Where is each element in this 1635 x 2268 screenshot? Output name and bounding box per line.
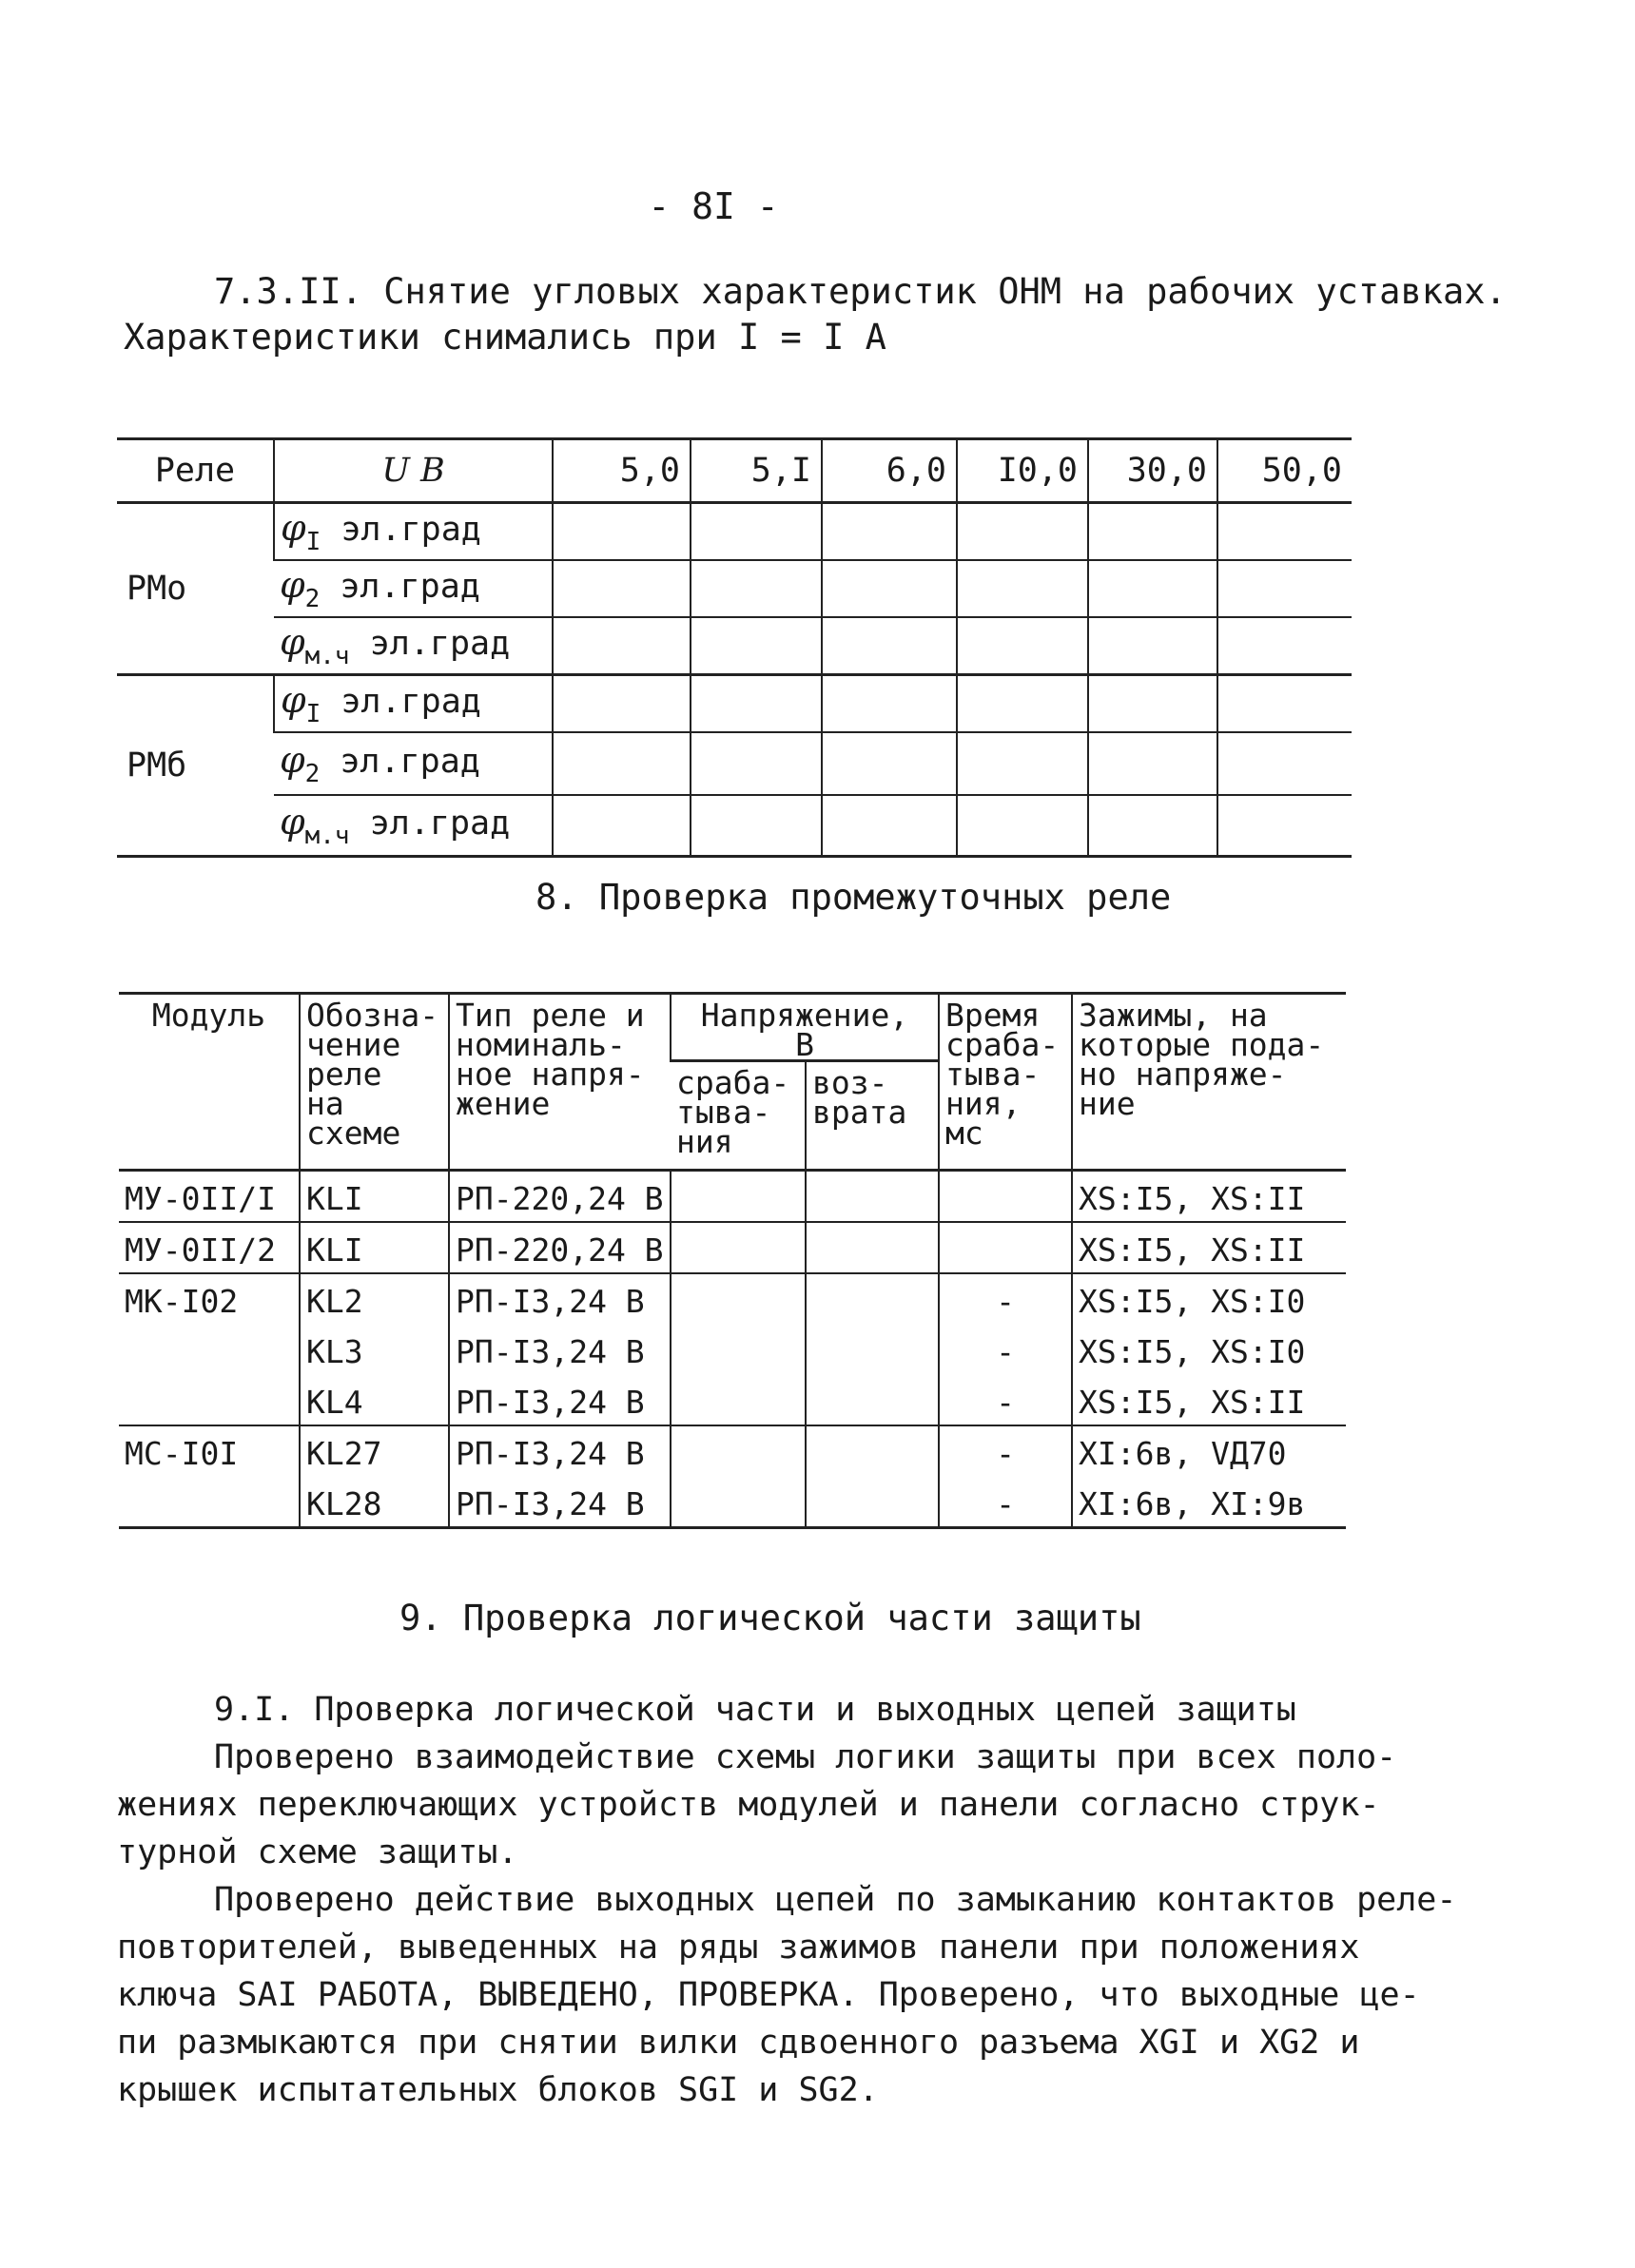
para1-line: жениях переключающих устройств модулей и панели согласно струк-	[117, 1786, 1380, 1824]
table1-row	[117, 503, 1352, 561]
cell-terminals: XS:I5, XS:II	[1072, 1222, 1346, 1273]
param-cell	[274, 560, 553, 617]
para1-line: турной схеме защиты.	[117, 1833, 518, 1871]
cell-terminals: XI:6в, VД70	[1072, 1425, 1346, 1477]
table1-header-row	[117, 439, 1352, 503]
cell-terminals: XS:I5, XS:II	[1072, 1375, 1346, 1426]
table-row	[119, 1273, 1346, 1325]
table1-row	[117, 675, 1352, 733]
cell-designation: КLI	[300, 1222, 449, 1273]
phi-symbol: φ	[281, 507, 306, 549]
cell-type: РП-I3,24 В	[449, 1273, 671, 1325]
cell-module: МУ-0II/I	[119, 1171, 300, 1223]
param-unit: эл.град	[369, 804, 511, 843]
cell-pickup	[671, 1171, 806, 1223]
cell-return	[806, 1171, 939, 1223]
angular-characteristics-table	[117, 437, 1352, 858]
para2-line: крышек испытательных блоков SGI и SG2.	[117, 2071, 879, 2109]
table1-row	[117, 795, 1352, 856]
header-value: 30,0	[1088, 439, 1217, 503]
section-8-title: 8. Проверка промежуточных реле	[535, 877, 1172, 918]
cell-type: РП-I3,24 В	[449, 1325, 671, 1375]
section-9-1-title: 9.I. Проверка логической части и выходных цепей защиты	[214, 1691, 1296, 1729]
phi-symbol: φ	[280, 800, 305, 843]
cell-pickup	[671, 1273, 806, 1325]
header-relay-type: Тип реле и номиналь- ное напря- жение	[449, 994, 671, 1171]
section-7-3-11-subtitle: Характеристики снимались при I = I А	[124, 317, 886, 358]
cell-module: МС-I0I	[125, 1434, 239, 1472]
header-value: 5,0	[553, 439, 691, 503]
header-time: Время сраба- тыва- ния, мс	[939, 994, 1072, 1171]
header-return: воз- врата	[806, 1061, 939, 1171]
cell-type: РП-220,24 В	[449, 1171, 671, 1223]
cell-pickup	[671, 1477, 806, 1528]
cell-terminals: XI:6в, XI:9в	[1072, 1477, 1346, 1528]
relay-name: РМб	[117, 675, 274, 857]
cell-pickup	[671, 1425, 806, 1477]
table-row	[119, 1171, 1346, 1223]
cell-designation: КL4	[300, 1375, 449, 1426]
phi-symbol: φ	[280, 621, 305, 663]
para2-line: ключа SAI РАБОТА, ВЫВЕДЕНО, ПРОВЕРКА. Проверено, что выходные це-	[117, 1976, 1420, 2014]
cell-designation: КL2	[300, 1273, 449, 1325]
param-cell	[274, 795, 553, 856]
table-row	[119, 1425, 1346, 1477]
header-terminals: Зажимы, на которые пода- но напряже- ние	[1072, 994, 1346, 1171]
cell-time	[939, 1171, 1072, 1223]
param-subscript: 2	[304, 585, 321, 613]
table2-header-row	[119, 994, 1346, 1061]
header-voltage-label: U В	[381, 452, 445, 490]
param-cell	[274, 617, 553, 675]
param-cell	[274, 503, 553, 561]
param-cell	[274, 675, 553, 733]
param-unit: эл.град	[341, 683, 481, 721]
phi-symbol: φ	[280, 739, 305, 781]
cell-return	[806, 1222, 939, 1273]
param-subscript: м.ч	[304, 642, 350, 670]
section-9-title: 9. Проверка логической части защиты	[399, 1598, 1141, 1638]
cell-module	[119, 1325, 300, 1375]
cell-time: -	[939, 1477, 1072, 1528]
cell-terminals: XS:I5, XS:I0	[1072, 1325, 1346, 1375]
relay-name: РМо	[117, 503, 274, 675]
param-unit: эл.град	[340, 743, 480, 781]
table1-row	[117, 560, 1352, 617]
para2-line: повторителей, выведенных на ряды зажимов панели при положениях	[117, 1929, 1360, 1967]
cell-terminals: XS:I5, XS:II	[1072, 1171, 1346, 1223]
param-subscript: м.ч	[304, 821, 350, 850]
param-unit: эл.град	[341, 511, 481, 549]
cell-module: МУ-0II/2	[119, 1222, 300, 1273]
header-value: 50,0	[1217, 439, 1352, 503]
cell-return	[806, 1325, 939, 1375]
cell-type: РП-220,24 В	[449, 1222, 671, 1273]
header-designation: Обозна- чение реле на схеме	[300, 994, 449, 1171]
cell-module	[119, 1477, 300, 1528]
cell-time: -	[939, 1325, 1072, 1375]
phi-symbol: φ	[281, 679, 306, 721]
cell-designation: КLI	[300, 1171, 449, 1223]
table-row	[119, 1477, 1346, 1528]
param-subscript: I	[305, 700, 321, 728]
header-voltage	[274, 439, 553, 503]
cell-time: -	[939, 1273, 1072, 1325]
para2-line: пи размыкаются при снятии вилки сдвоенного разъема XGI и XG2 и	[117, 2024, 1360, 2062]
header-pickup: сраба- тыва- ния	[671, 1061, 806, 1171]
table-row	[119, 1325, 1346, 1375]
para1-line: Проверено взаимодействие схемы логики защиты при всех поло-	[214, 1738, 1397, 1776]
cell-pickup	[671, 1375, 806, 1426]
param-cell	[274, 732, 553, 795]
param-subscript: I	[305, 528, 321, 556]
param-unit: эл.град	[369, 625, 511, 663]
cell-type: РП-I3,24 В	[449, 1375, 671, 1426]
table-row	[119, 1222, 1346, 1273]
param-subscript: 2	[304, 760, 321, 788]
cell-return	[806, 1375, 939, 1426]
cell-designation: КL28	[300, 1477, 449, 1528]
cell-time: -	[939, 1375, 1072, 1426]
cell-return	[806, 1425, 939, 1477]
cell-time: -	[939, 1425, 1072, 1477]
cell-type: РП-I3,24 В	[449, 1477, 671, 1528]
header-value: 5,I	[691, 439, 822, 503]
header-value: 6,0	[822, 439, 957, 503]
section-7-3-11-title: 7.3.II. Снятие угловых характеристик ОНМ на рабочих уставках.	[214, 271, 1507, 312]
cell-pickup	[671, 1222, 806, 1273]
cell-designation: КL3	[300, 1325, 449, 1375]
cell-type: РП-I3,24 В	[449, 1425, 671, 1477]
cell-module: МК-I02	[125, 1282, 239, 1320]
para2-line: Проверено действие выходных цепей по замыканию контактов реле-	[214, 1881, 1457, 1919]
cell-designation: КL27	[300, 1425, 449, 1477]
cell-return	[806, 1273, 939, 1325]
page-number: - 8I -	[648, 185, 779, 227]
cell-terminals: XS:I5, XS:I0	[1072, 1273, 1346, 1325]
cell-module	[119, 1375, 300, 1426]
table-row	[119, 1375, 1346, 1426]
header-module: Модуль	[119, 994, 300, 1171]
table1-row	[117, 617, 1352, 675]
cell-time	[939, 1222, 1072, 1273]
header-value: I0,0	[957, 439, 1088, 503]
header-relay: Реле	[117, 439, 274, 503]
param-unit: эл.град	[340, 568, 480, 606]
cell-return	[806, 1477, 939, 1528]
table1-row	[117, 732, 1352, 795]
header-voltage: Напряжение, В	[671, 994, 939, 1061]
cell-pickup	[671, 1325, 806, 1375]
intermediate-relays-table	[119, 992, 1346, 1529]
phi-symbol: φ	[280, 564, 305, 606]
